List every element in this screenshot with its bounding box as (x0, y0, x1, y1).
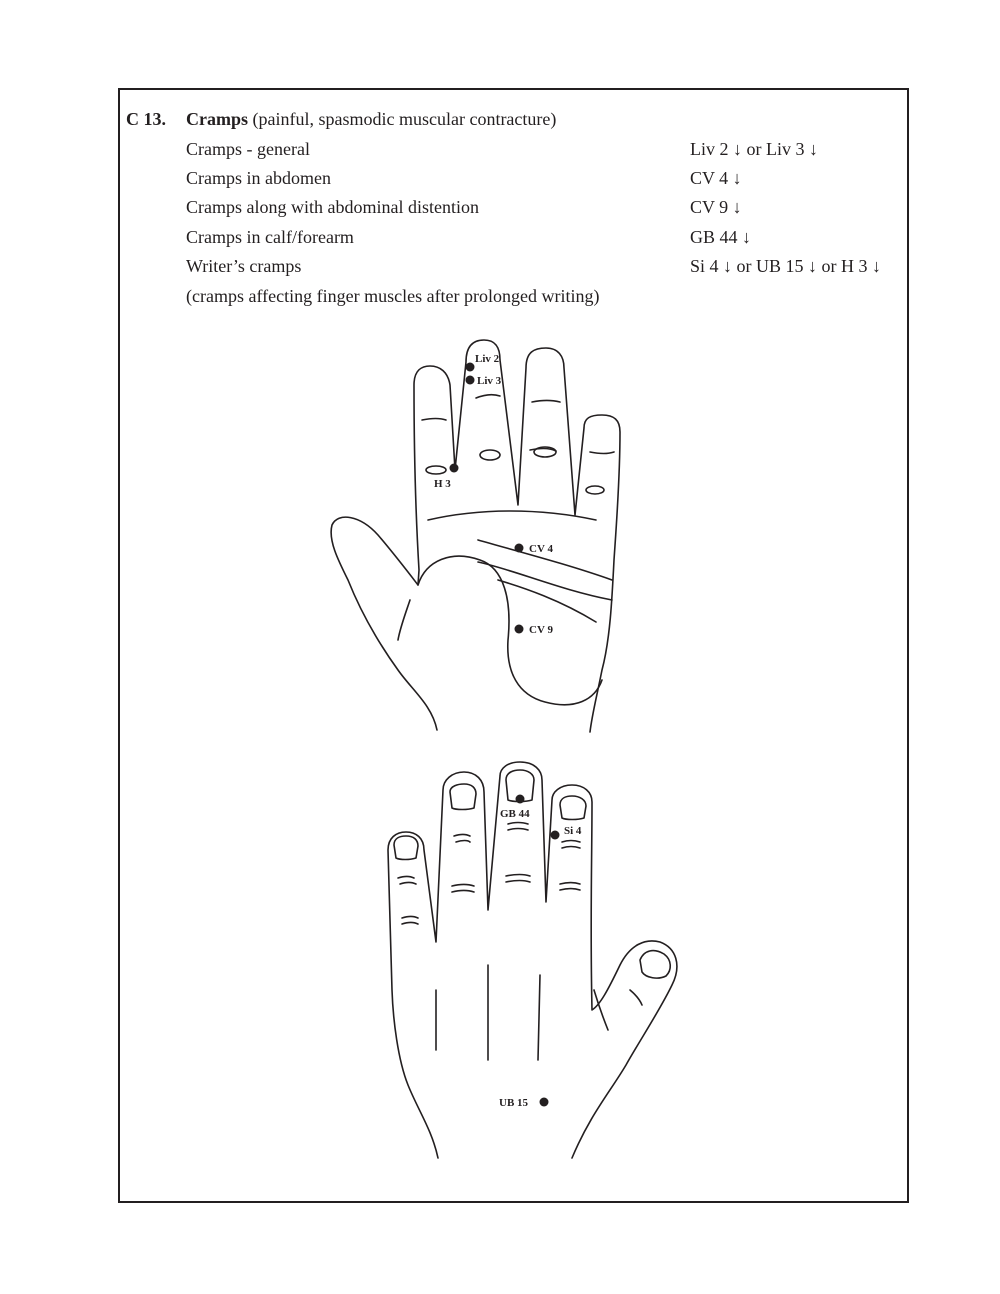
cv4-label: CV 4 (529, 543, 553, 555)
row-label: Cramps along with abdominal distention (186, 197, 479, 217)
row-points: CV 4 ↓ (690, 168, 742, 188)
section-subtitle: (painful, spasmodic muscular contracture) (252, 109, 557, 129)
cv9-dot (515, 625, 524, 634)
row-label: Cramps in abdomen (186, 168, 331, 188)
liv2-label: Liv 2 (475, 353, 500, 365)
h3-dot (450, 464, 459, 473)
liv3-dot (466, 376, 475, 385)
row-label: Writer’s cramps (186, 256, 302, 276)
gb44-dot (516, 795, 525, 804)
gb44-label: GB 44 (500, 808, 530, 820)
liv2-dot (466, 363, 475, 372)
cv9-label: CV 9 (529, 624, 553, 636)
palm-hand-drawing (331, 340, 620, 732)
writers-cramps-note: (cramps affecting finger muscles after prolonged writing) (186, 286, 600, 306)
section-title: Cramps (186, 109, 248, 129)
back-hand-drawing (388, 762, 677, 1158)
ub15-label: UB 15 (499, 1097, 529, 1109)
row-points: Si 4 ↓ or UB 15 ↓ or H 3 ↓ (690, 256, 882, 276)
row-points: Liv 2 ↓ or Liv 3 ↓ (690, 139, 818, 159)
row-label: Cramps - general (186, 139, 310, 159)
row-label: Cramps in calf/forearm (186, 227, 354, 247)
si4-dot (551, 831, 560, 840)
row-points: CV 9 ↓ (690, 197, 742, 217)
row-points: GB 44 ↓ (690, 227, 752, 247)
h3-label: H 3 (434, 478, 451, 490)
section-code: C 13. (126, 109, 166, 129)
cv4-dot (515, 544, 524, 553)
ub15-dot (540, 1098, 549, 1107)
liv3-label: Liv 3 (477, 375, 502, 387)
si4-label: Si 4 (564, 825, 582, 837)
